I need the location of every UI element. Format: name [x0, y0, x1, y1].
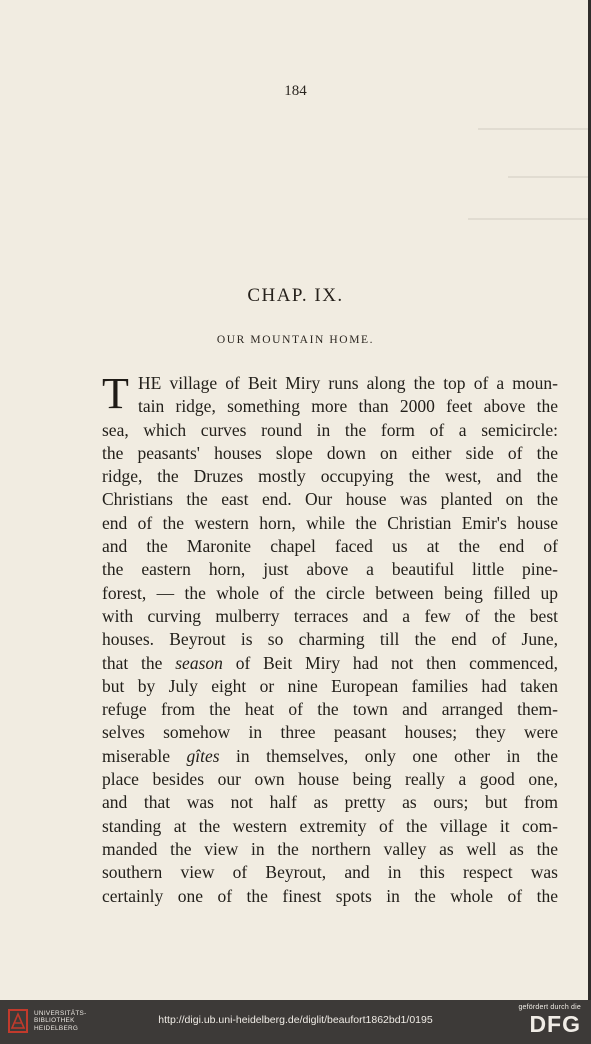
show-through-mark: [468, 218, 588, 220]
text-line: refuge from the heat of the town and arranged them-: [102, 699, 558, 720]
viewer-footer: [0, 1000, 591, 1044]
drop-cap: T: [102, 369, 129, 418]
text-line: Christians the east end. Our house was planted on the: [102, 489, 558, 510]
text-line: that the season of Beit Miry had not then commenced,: [102, 652, 558, 673]
chapter-title: OUR MOUNTAIN HOME.: [216, 334, 375, 346]
text-line: but by July eight or nine European families had taken: [102, 675, 558, 696]
text-line: standing at the western extremity of the village it com-: [102, 815, 558, 836]
text-line: tain ridge, something more than 2000 feet above the: [138, 396, 558, 417]
text-line: the eastern horn, just above a beautiful little pine-: [102, 559, 558, 580]
library-name: UNIVERSITÄTS- BIBLIOTHEK HEIDELBERG: [34, 1010, 87, 1032]
chapter-heading: CHAP. IX.: [247, 285, 344, 306]
text-line: certainly one of the finest spots in the whole of the: [102, 885, 558, 906]
show-through-mark: [478, 128, 588, 130]
text-line: sea, which curves round in the form of a semicircle:: [102, 419, 558, 440]
text-line: southern view of Beyrout, and in this respect was: [102, 862, 558, 883]
sponsor-text: gefördert durch die: [518, 1004, 581, 1011]
text-line: houses. Beyrout is so charming till the end of June,: [102, 629, 558, 650]
page-number: 184: [284, 83, 307, 99]
permalink[interactable]: http://digi.ub.uni-heidelberg.de/diglit/beaufort1862bd1/0195: [158, 1014, 433, 1026]
dfg-logo: DFG: [529, 1011, 581, 1037]
sponsor-logo[interactable]: [518, 1004, 581, 1037]
text-line: forest, — the whole of the circle between being filled up: [102, 582, 558, 603]
text-line: end of the western horn, while the Christian Emir's house: [102, 512, 558, 533]
text-line: HE village of Beit Miry runs along the top of a moun-: [138, 373, 558, 393]
text-line: and that was not half as pretty as ours; but from: [102, 792, 558, 813]
text-line: and the Maronite chapel faced us at the end of: [102, 536, 558, 557]
show-through-mark: [508, 176, 588, 178]
text-line: the peasants' houses slope down on either side of the: [102, 442, 558, 463]
text-line: ridge, the Druzes mostly occupying the west, and the: [102, 466, 558, 487]
body-text: [102, 369, 558, 908]
text-line: manded the view in the northern valley as well as the: [102, 838, 558, 859]
text-line: selves somehow in three peasant houses; they were: [102, 722, 558, 743]
text-line: with curving mulberry terraces and a few of the best: [102, 605, 558, 626]
text-line: place besides our own house being really a good one,: [102, 769, 558, 790]
text-line: miserable gîtes in themselves, only one other in the: [102, 745, 558, 766]
